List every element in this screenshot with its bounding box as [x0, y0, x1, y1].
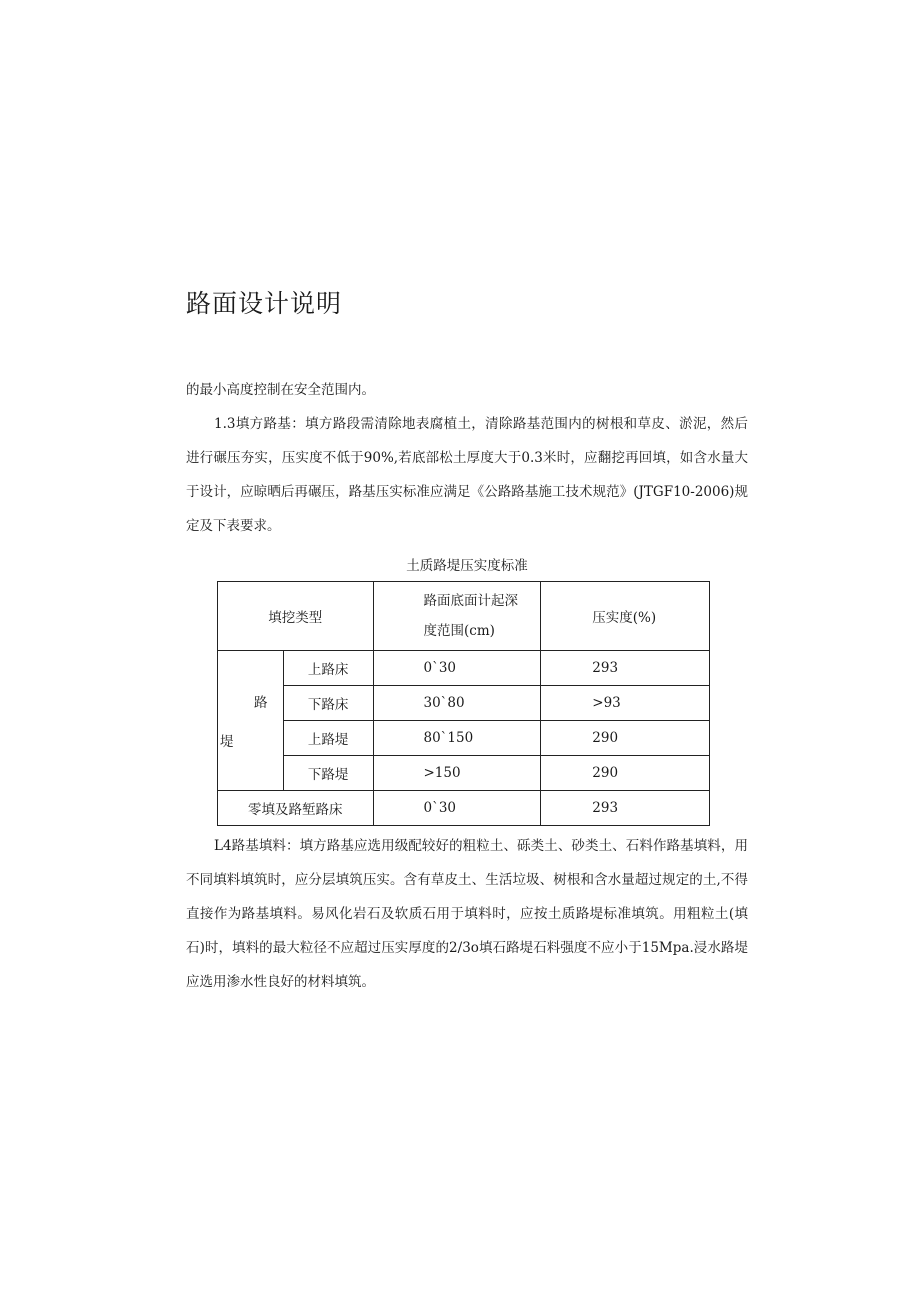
row-compaction: 293 — [541, 651, 710, 686]
header-compaction: 压实度(%) — [541, 582, 710, 651]
row-compaction: 290 — [541, 721, 710, 756]
table-caption: 土质路堤压实度标准 — [406, 558, 528, 574]
group-label-embankment: 路 堤 — [218, 651, 284, 791]
header-depth-range: 路面底面计起深 度范围(cm) — [373, 582, 541, 651]
page-title: 路面设计说明 — [186, 289, 343, 318]
header-fill-type: 填挖类型 — [218, 582, 374, 651]
table-row — [218, 721, 710, 756]
paragraph-fill-material: L4路基填料：填方路基应选用级配较好的粗粒土、砾类土、砂类土、石料作路基填料，用不同填料填筑时，应分层填筑压实。含有草皮土、生活垃圾、树根和含水量超过规定的土,不得直接作为路基填料。易风化岩石及软质石用于填料时，应按土质路堤标准填筑。用粗粒土(填石)时，填料的最大粒径不应超过压实厚度的2/3o填石路堤石料强度不应小于15Mpa.浸水路堤应选用渗水性良好的材料填筑。 — [186, 838, 748, 990]
row-depth: 80`150 — [373, 721, 541, 756]
paragraph-continuation: 的最小高度控制在安全范围内。 — [186, 382, 375, 398]
row-sublabel: 上路堤 — [283, 721, 373, 756]
row-depth: >150 — [373, 756, 541, 791]
row-depth: 0`30 — [373, 791, 541, 826]
compaction-standard-table — [217, 581, 710, 826]
row-depth: 30`80 — [373, 686, 541, 721]
table-row — [218, 686, 710, 721]
table-row — [218, 791, 710, 826]
table-row — [218, 756, 710, 791]
row-compaction: 290 — [541, 756, 710, 791]
row-compaction: >93 — [541, 686, 710, 721]
row-compaction: 293 — [541, 791, 710, 826]
row-sublabel: 上路床 — [283, 651, 373, 686]
table-header-row — [218, 582, 710, 651]
table-row — [218, 651, 710, 686]
row-sublabel: 下路床 — [283, 686, 373, 721]
row-depth: 0`30 — [373, 651, 541, 686]
paragraph-fill-subgrade: 1.3填方路基：填方路段需清除地表腐植土，清除路基范围内的树根和草皮、淤泥，然后进行碾压夯实，压实度不低于90%,若底部松土厚度大于0.3米时，应翻挖再回填，如含水量大于设计，应晾晒后再碾压，路基压实标准应满足《公路路基施工技术规范》(JTGF10-2006)规定及下表要求。 — [186, 416, 748, 534]
row-sublabel: 下路堤 — [283, 756, 373, 791]
row-zero-fill-label: 零填及路堑路床 — [218, 791, 374, 826]
